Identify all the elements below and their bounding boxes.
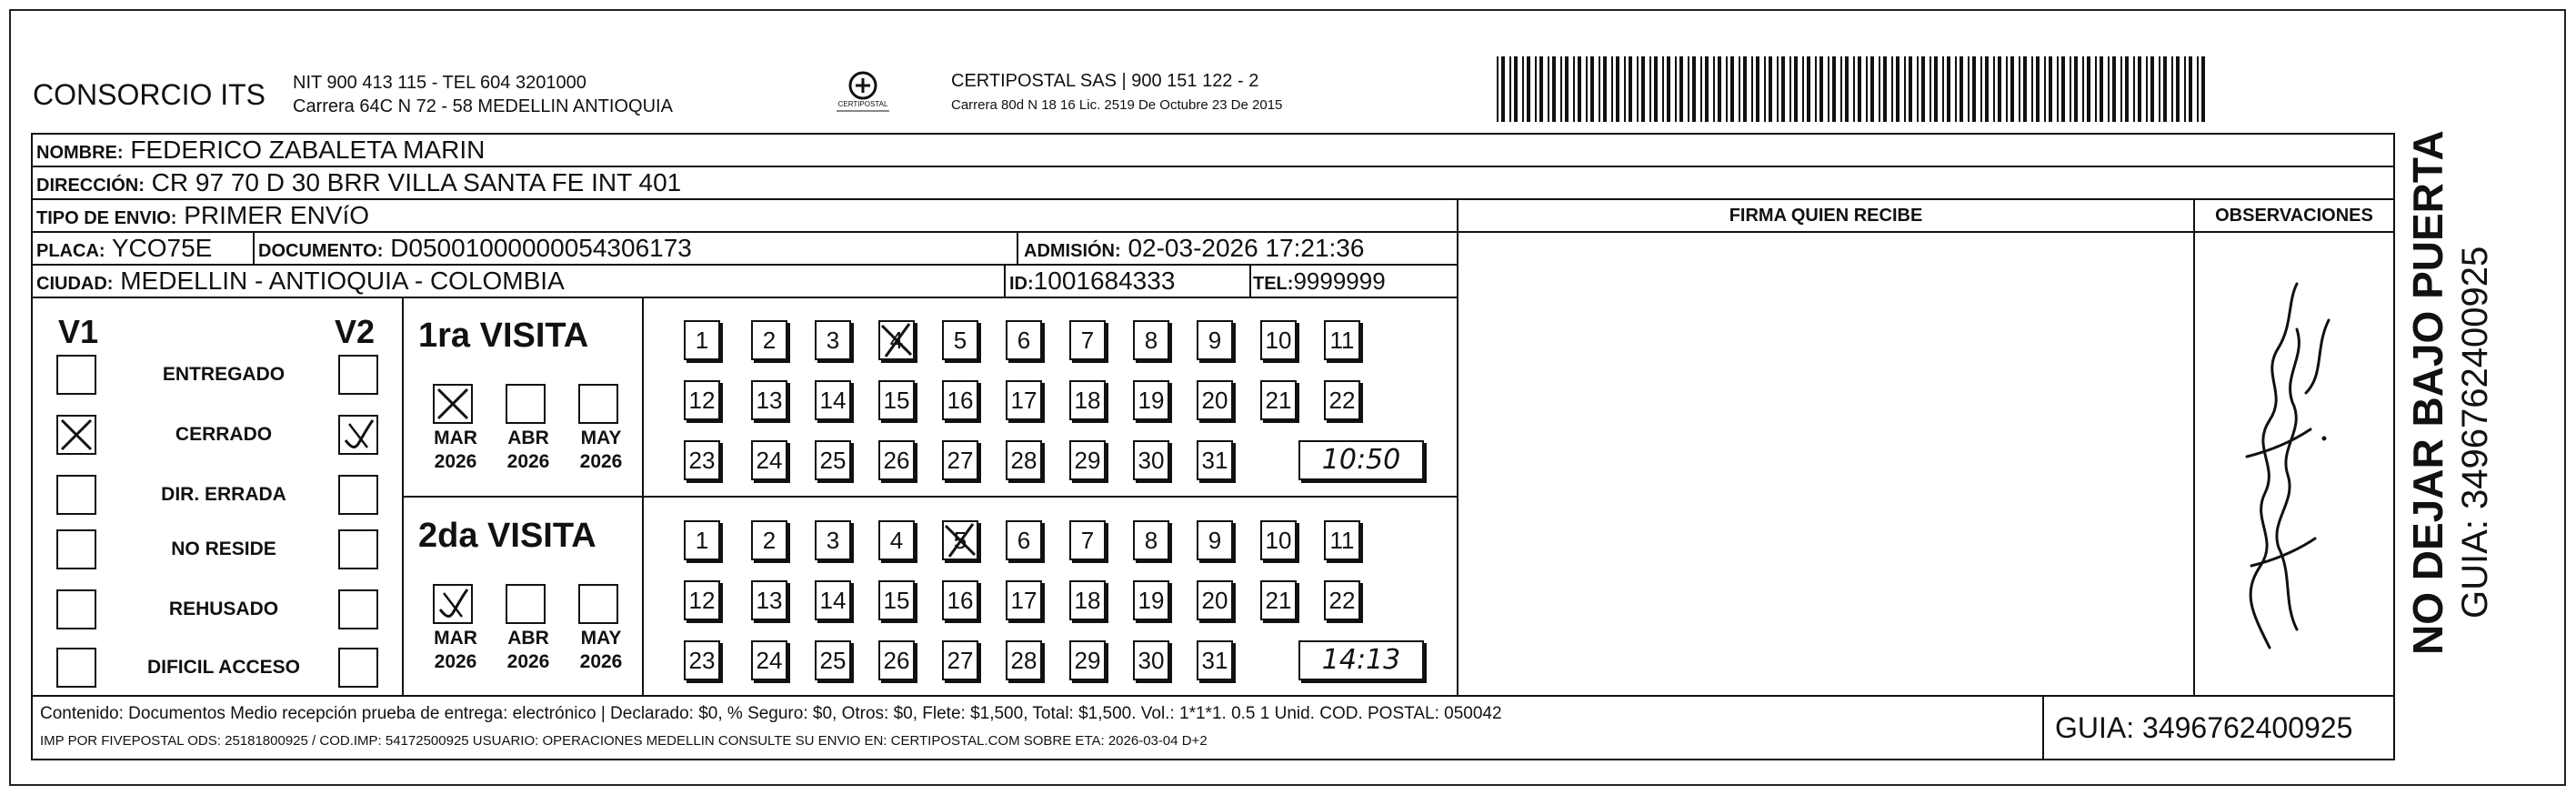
day-mark <box>877 318 917 362</box>
day-box[interactable]: 8 <box>1133 320 1169 360</box>
day-box[interactable]: 27 <box>942 640 978 680</box>
company-line-1: NIT 900 413 115 - TEL 604 3201000 <box>293 73 586 93</box>
barcode-bar <box>1917 56 1919 122</box>
barcode-bar <box>2150 56 2154 122</box>
barcode-bar <box>1527 56 1530 122</box>
documento-value: D05001000000054306173 <box>390 234 692 262</box>
footer-guia: GUIA: 3496762400925 <box>2055 711 2353 744</box>
observaciones-header: OBSERVACIONES <box>2215 206 2373 226</box>
tipo-value: PRIMER ENVíO <box>184 201 370 229</box>
barcode-bar <box>1955 56 1957 122</box>
day-box[interactable]: 4 <box>878 520 915 560</box>
day-box[interactable]: 28 <box>1006 440 1042 480</box>
day-box[interactable]: 28 <box>1006 640 1042 680</box>
month-divider <box>642 297 644 697</box>
barcode-bar <box>1980 56 1982 122</box>
day-box[interactable]: 6 <box>1006 520 1042 560</box>
month-checkbox[interactable] <box>578 584 618 624</box>
barcode-bar <box>1789 56 1791 122</box>
barcode-bar <box>1590 56 1594 122</box>
month-checkbox[interactable] <box>433 384 473 424</box>
day-box[interactable]: 15 <box>878 580 915 620</box>
barcode-bar <box>1858 56 1861 122</box>
barcode-bar <box>2074 56 2078 122</box>
day-box[interactable]: 4 <box>878 320 915 360</box>
day-box[interactable]: 21 <box>1260 380 1297 420</box>
v2-checkbox[interactable] <box>338 355 378 395</box>
barcode-bar <box>1624 56 1626 122</box>
barcode-bar <box>2087 56 2090 122</box>
barcode-bar <box>1896 56 1899 122</box>
barcode-bar <box>1509 56 1511 122</box>
barcode-bar <box>2082 56 2084 122</box>
barcode-bar <box>2049 56 2052 122</box>
year-label: 2026 <box>579 651 623 672</box>
side-guia: GUIA: 3496762400925 <box>2455 246 2495 619</box>
v2-checkbox[interactable] <box>338 415 378 455</box>
barcode-bar <box>1998 56 2001 122</box>
direccion-value: CR 97 70 D 30 BRR VILLA SANTA FE INT 401 <box>151 168 682 196</box>
barcode-bar <box>2010 56 2014 122</box>
id-group <box>1009 266 1175 299</box>
barcode-bar <box>1891 56 1893 122</box>
day-box[interactable]: 25 <box>815 440 851 480</box>
day-box[interactable]: 1 <box>684 520 720 560</box>
day-box[interactable]: 18 <box>1069 580 1106 620</box>
visit-time: 10:50 <box>1298 440 1424 480</box>
year-label: 2026 <box>506 651 550 672</box>
visit-title: 1ra VISITA <box>418 317 589 355</box>
day-box[interactable]: 26 <box>878 640 915 680</box>
barcode-bar <box>1611 56 1613 122</box>
barcode-bar <box>1497 56 1498 122</box>
visit-divider <box>402 496 1458 498</box>
row-direccion <box>31 166 2395 200</box>
day-box[interactable]: 7 <box>1069 320 1106 360</box>
barcode-bar <box>1654 56 1658 122</box>
barcode-bar <box>1870 56 1874 122</box>
day-box[interactable]: 19 <box>1133 380 1169 420</box>
barcode-bar <box>2095 56 2097 122</box>
v1-checkbox[interactable] <box>56 589 96 629</box>
day-box[interactable]: 3 <box>815 320 851 360</box>
barcode-bar <box>1985 56 1989 122</box>
barcode-bar <box>1700 56 1702 122</box>
day-box[interactable]: 7 <box>1069 520 1106 560</box>
day-box[interactable]: 31 <box>1197 640 1233 680</box>
id-value: 1001684333 <box>1033 267 1176 295</box>
barcode-bar <box>1539 56 1543 122</box>
barcode-bar <box>1662 56 1664 122</box>
month-checkbox[interactable] <box>578 384 618 424</box>
barcode-bar <box>2044 56 2046 122</box>
day-box[interactable]: 19 <box>1133 580 1169 620</box>
side-warning: NO DEJAR BAJO PUERTA <box>2404 130 2451 655</box>
day-box[interactable]: 14 <box>815 580 851 620</box>
v1-checkbox[interactable] <box>56 529 96 569</box>
day-box[interactable]: 27 <box>942 440 978 480</box>
v2-checkbox[interactable] <box>338 648 378 688</box>
day-box[interactable]: 26 <box>878 440 915 480</box>
barcode-bar <box>1501 56 1505 122</box>
documento-label: DOCUMENTO: <box>258 241 384 261</box>
barcode-bar <box>1921 56 1925 122</box>
barcode-bar <box>1883 56 1887 122</box>
carrier-line-1: CERTIPOSTAL SAS | 900 151 122 - 2 <box>951 71 1259 91</box>
tel-label: TEL: <box>1253 274 1294 294</box>
barcode-bar <box>1713 56 1715 122</box>
barcode-bar <box>2006 56 2008 122</box>
day-box[interactable]: 5 <box>942 320 978 360</box>
day-box[interactable]: 22 <box>1324 380 1360 420</box>
placa-value: YCO75E <box>111 234 213 262</box>
barcode-bar <box>1679 56 1683 122</box>
barcode-bar <box>2201 56 2205 122</box>
barcode-bar <box>1968 56 1970 122</box>
barcode-bar <box>2100 56 2103 122</box>
footer-print-info: IMP POR FIVEPOSTAL ODS: 25181800925 / COD.IMP: 54172500925 USUARIO: OPERACIONES MEDELLIN CONSULTE SU ENVIO EN: CERTIPOSTAL.COM SOBRE ETA: 2026-03-04 D+2 <box>40 733 1208 749</box>
barcode-bar <box>1565 56 1569 122</box>
tel-value: 9999999 <box>1293 267 1386 295</box>
barcode-bar <box>1649 56 1651 122</box>
barcode-bar <box>1934 56 1938 122</box>
day-box[interactable]: 3 <box>815 520 851 560</box>
status-label: CERRADO <box>175 424 273 445</box>
year-label: 2026 <box>434 651 477 672</box>
year-label: 2026 <box>506 451 550 472</box>
day-box[interactable]: 20 <box>1197 380 1233 420</box>
nombre-value: FEDERICO ZABALETA MARIN <box>130 136 486 164</box>
barcode-bar <box>1769 56 1772 122</box>
day-box[interactable]: 23 <box>684 640 720 680</box>
barcode-bar <box>2061 56 2065 122</box>
v2-header: V2 <box>335 313 376 350</box>
barcode-bar <box>1743 56 1747 122</box>
barcode-bar <box>2036 56 2040 122</box>
status-label: NO RESIDE <box>171 538 276 559</box>
side-warning-wrap <box>2401 130 2455 655</box>
day-box[interactable]: 14 <box>815 380 851 420</box>
barcode-bar <box>1879 56 1880 122</box>
row-tipo <box>31 198 1458 233</box>
day-box[interactable]: 20 <box>1197 580 1233 620</box>
barcode-bar <box>1522 56 1524 122</box>
barcode-bar <box>1866 56 1868 122</box>
visit-time: 14:13 <box>1298 640 1424 680</box>
v2-checkbox[interactable] <box>338 475 378 515</box>
ciudad-value: MEDELLIN - ANTIOQUIA - COLOMBIA <box>120 267 565 295</box>
barcode <box>1497 56 2215 122</box>
barcode-bar <box>2184 56 2186 122</box>
day-box[interactable]: 2 <box>751 320 787 360</box>
day-box[interactable]: 2 <box>751 520 787 560</box>
day-box[interactable]: 10 <box>1260 320 1297 360</box>
barcode-bar <box>1909 56 1912 122</box>
barcode-bar <box>1578 56 1581 122</box>
barcode-bar <box>1832 56 1836 122</box>
day-box[interactable]: 29 <box>1069 640 1106 680</box>
v1-checkbox[interactable] <box>56 415 96 455</box>
barcode-bar <box>1828 56 1829 122</box>
row-nombre <box>31 133 2395 167</box>
footer-divider <box>2042 695 2044 760</box>
barcode-bar <box>1819 56 1823 122</box>
v1-checkbox[interactable] <box>56 475 96 515</box>
barcode-bar <box>1603 56 1607 122</box>
barcode-bar <box>1807 56 1810 122</box>
month-label: MAR <box>434 628 477 649</box>
day-box[interactable]: 13 <box>751 380 787 420</box>
barcode-bar <box>1845 56 1849 122</box>
barcode-bar <box>2057 56 2059 122</box>
direccion-label: DIRECCIÓN: <box>36 176 145 196</box>
documento-group <box>258 233 692 267</box>
day-box[interactable]: 30 <box>1133 640 1169 680</box>
barcode-bar <box>1993 56 1995 122</box>
day-box[interactable]: 1 <box>684 320 720 360</box>
day-box[interactable]: 9 <box>1197 320 1233 360</box>
day-box[interactable]: 30 <box>1133 440 1169 480</box>
day-box[interactable]: 16 <box>942 580 978 620</box>
barcode-bar <box>1586 56 1588 122</box>
barcode-bar <box>1514 56 1518 122</box>
day-box[interactable]: 13 <box>751 580 787 620</box>
barcode-bar <box>1929 56 1931 122</box>
barcode-bar <box>2125 56 2129 122</box>
logo-text: CERTIPOSTAL <box>837 100 888 108</box>
barcode-bar <box>2108 56 2110 122</box>
barcode-bar <box>2133 56 2135 122</box>
month-label: ABR <box>507 428 549 448</box>
placa-label: PLACA: <box>36 241 105 261</box>
day-box[interactable]: 6 <box>1006 320 1042 360</box>
barcode-bar <box>1599 56 1600 122</box>
day-box[interactable]: 18 <box>1069 380 1106 420</box>
day-box[interactable]: 5 <box>942 520 978 560</box>
barcode-bar <box>2120 56 2122 122</box>
barcode-bar <box>1535 56 1537 122</box>
admision-value: 02-03-2026 17:21:36 <box>1128 234 1365 262</box>
v1-header: V1 <box>58 313 99 350</box>
day-box[interactable]: 15 <box>878 380 915 420</box>
observaciones-header-divider <box>2193 231 2395 233</box>
day-box[interactable]: 8 <box>1133 520 1169 560</box>
firma-column <box>1457 198 2195 697</box>
day-box[interactable]: 21 <box>1260 580 1297 620</box>
barcode-bar <box>1947 56 1950 122</box>
barcode-bar <box>2031 56 2033 122</box>
tel-group <box>1253 266 1386 299</box>
barcode-bar <box>2070 56 2071 122</box>
barcode-bar <box>1942 56 1944 122</box>
footer-contents: Contenido: Documentos Medio recepción prueba de entrega: electrónico | Declarado: $0, % Seguro: $0, Otros: $0, Flete: $1,500, Total: $1,500. Vol.: 1*1*1. 0.5 1 Unid. COD. POSTAL: 050042 <box>40 704 1502 723</box>
month-checkbox[interactable] <box>506 584 546 624</box>
admision-group <box>1024 233 1364 267</box>
carrier-line-2: Carrera 80d N 18 16 Lic. 2519 De Octubre 23 De 2015 <box>951 97 1283 113</box>
day-box[interactable]: 22 <box>1324 580 1360 620</box>
v2-checkbox[interactable] <box>338 589 378 629</box>
day-box[interactable]: 11 <box>1324 320 1360 360</box>
year-label: 2026 <box>434 451 477 472</box>
month-label: MAR <box>434 428 477 448</box>
v1-checkbox[interactable] <box>56 355 96 395</box>
day-box[interactable]: 25 <box>815 640 851 680</box>
v2-checkbox[interactable] <box>338 529 378 569</box>
barcode-bar <box>1840 56 1842 122</box>
barcode-bar <box>1637 56 1639 122</box>
barcode-bar <box>1705 56 1709 122</box>
barcode-bar <box>1781 56 1785 122</box>
certipostal-logo <box>831 64 895 120</box>
barcode-bar <box>1815 56 1817 122</box>
day-box[interactable]: 12 <box>684 580 720 620</box>
barcode-bar <box>2019 56 2020 122</box>
side-guia-wrap <box>2455 200 2495 619</box>
day-box[interactable]: 24 <box>751 440 787 480</box>
month-label: MAY <box>580 628 622 649</box>
ciudad-label: CIUDAD: <box>36 274 114 294</box>
barcode-bar <box>1764 56 1766 122</box>
barcode-bar <box>1730 56 1734 122</box>
handwritten-signature <box>2215 266 2370 666</box>
status-label: ENTREGADO <box>162 364 286 385</box>
status-label: REHUSADO <box>168 599 279 619</box>
barcode-bar <box>1688 56 1689 122</box>
firma-header-divider <box>1457 231 2195 233</box>
barcode-bar <box>1573 56 1575 122</box>
barcode-bar <box>1802 56 1804 122</box>
barcode-bar <box>1548 56 1549 122</box>
barcode-bar <box>1972 56 1976 122</box>
day-box[interactable]: 31 <box>1197 440 1233 480</box>
day-box[interactable]: 23 <box>684 440 720 480</box>
day-box[interactable]: 12 <box>684 380 720 420</box>
firma-header: FIRMA QUIEN RECIBE <box>1729 206 1923 226</box>
tipo-label: TIPO DE ENVIO: <box>36 208 177 228</box>
barcode-bar <box>1552 56 1556 122</box>
status-label: DIR. ERRADA <box>161 484 286 505</box>
barcode-bar <box>2159 56 2160 122</box>
barcode-bar <box>1641 56 1645 122</box>
barcode-bar <box>1794 56 1798 122</box>
barcode-bar <box>2163 56 2167 122</box>
barcode-bar <box>1960 56 1963 122</box>
year-label: 2026 <box>579 451 623 472</box>
barcode-bar <box>1629 56 1632 122</box>
barcode-bar <box>2176 56 2180 122</box>
nombre-label: NOMBRE: <box>36 143 124 163</box>
barcode-bar <box>1667 56 1670 122</box>
day-box[interactable]: 16 <box>942 380 978 420</box>
barcode-bar <box>2023 56 2027 122</box>
barcode-bar <box>1560 56 1562 122</box>
month-checkbox[interactable] <box>433 584 473 624</box>
barcode-bar <box>1904 56 1906 122</box>
barcode-bar <box>1777 56 1779 122</box>
month-label: MAY <box>580 428 622 448</box>
day-box[interactable]: 17 <box>1006 580 1042 620</box>
barcode-bar <box>2112 56 2116 122</box>
id-label: ID: <box>1009 274 1034 294</box>
admision-label: ADMISIÓN: <box>1024 241 1121 261</box>
barcode-bar <box>1616 56 1619 122</box>
barcode-bar <box>1751 56 1753 122</box>
month-checkbox[interactable] <box>506 384 546 424</box>
barcode-bar <box>1756 56 1759 122</box>
visit-title: 2da VISITA <box>418 517 596 555</box>
barcode-bar <box>1739 56 1740 122</box>
day-box[interactable]: 24 <box>751 640 787 680</box>
day-box[interactable]: 9 <box>1197 520 1233 560</box>
company-name: CONSORCIO ITS <box>33 78 266 111</box>
barcode-bar <box>1675 56 1677 122</box>
barcode-bar <box>2138 56 2141 122</box>
month-label: ABR <box>507 628 549 649</box>
barcode-bar <box>1692 56 1696 122</box>
day-box[interactable]: 29 <box>1069 440 1106 480</box>
barcode-bar <box>2146 56 2148 122</box>
day-box[interactable]: 17 <box>1006 380 1042 420</box>
company-line-2: Carrera 64C N 72 - 58 MEDELLIN ANTIOQUIA <box>293 96 673 116</box>
barcode-bar <box>2197 56 2199 122</box>
status-label: DIFICIL ACCESO <box>146 657 300 678</box>
barcode-bar <box>2189 56 2192 122</box>
day-mark <box>940 518 980 562</box>
barcode-bar <box>1718 56 1721 122</box>
v1-checkbox[interactable] <box>56 648 96 688</box>
day-box[interactable]: 11 <box>1324 520 1360 560</box>
barcode-bar <box>1726 56 1728 122</box>
barcode-bar <box>2171 56 2173 122</box>
barcode-bar <box>1853 56 1855 122</box>
day-box[interactable]: 10 <box>1260 520 1297 560</box>
